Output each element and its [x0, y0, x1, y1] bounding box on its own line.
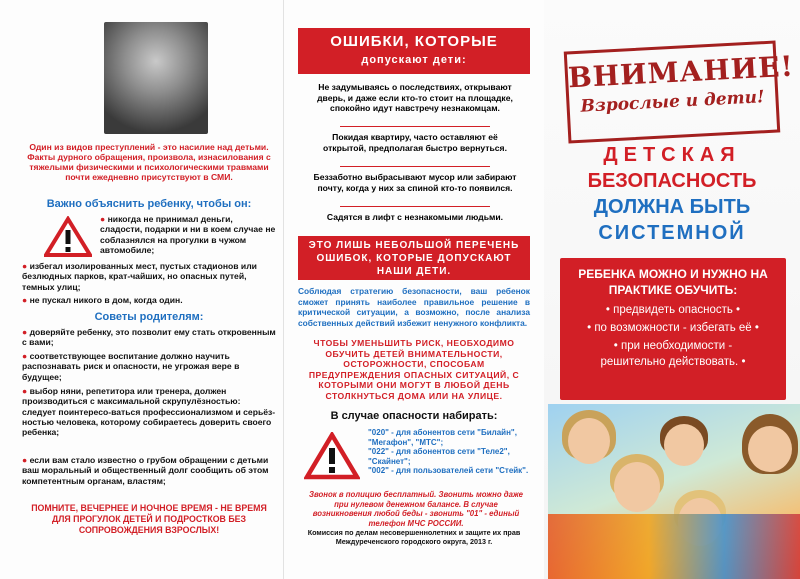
- teach-box-title: РЕБЕНКА МОЖНО И НУЖНО НА ПРАКТИКЕ ОБУЧИТЬ:: [578, 267, 768, 297]
- strategy-text: Соблюдая стратегию безопасности, ваш ребенок сможет принять наиболее правильное решение в критической ситуации, а возможно, после анализа собственных действий избежит ненужного конфликта.: [298, 286, 530, 328]
- dial-heading: В случае опасности набирать:: [330, 410, 498, 422]
- stamp-subtitle: Взрослые и дети!: [580, 87, 765, 117]
- attention-stamp: [564, 41, 795, 144]
- dial-numbers: [368, 428, 532, 476]
- dial-item: "020" - для абонентов сети "Билайн", "Мегафон", "МТС";: [368, 428, 517, 447]
- headline-line: ДЕТСКАЯ: [603, 144, 741, 166]
- list-item: ● избегал изолированных мест, пустых стадионов или безлюдных парков, крат-чайших, но опасных путей, темных улиц;: [22, 261, 257, 292]
- teach-item: • при необходимости - решительно действовать. •: [600, 340, 746, 368]
- fold-line: [283, 0, 284, 579]
- error-item: Садятся в лифт с незнакомыми людьми.: [326, 212, 504, 222]
- call-note: Звонок в полицию бесплатный. Звонить можно даже при нулевом денежном балансе. В случае возникновения любой беды - звонить "01" - единый телефон МЧС РОССИИ.: [308, 490, 524, 528]
- footer-warning: ПОМНИТЕ, ВЕЧЕРНЕЕ И НОЧНОЕ ВРЕМЯ - НЕ ВРЕМЯ ДЛЯ ПРОГУЛОК ДЕТЕЙ И ПОДРОСТКОВ БЕЗ СОПРОВОЖДЕНИЯ ВЗРОСЛЫХ!: [31, 503, 267, 535]
- intro-text: Один из видов преступлений - это насилие над детьми. Факты дурного обращения, произвола, изнасилования с тяжелыми физическими и психологическими травмами почти ежедневно присутствуют в СМИ.: [27, 142, 271, 182]
- error-item: Покидая квартиру, часто оставляют её открытой, предполагая быстро вернуться.: [323, 132, 507, 153]
- commission-credit: Комиссия по делам несовершеннолетних и защите их прав Междуреченского городского округа, 2013 г.: [307, 528, 521, 546]
- heading-explain: Важно объяснить ребенку, чтобы он:: [46, 198, 252, 210]
- errors-header: [298, 28, 530, 74]
- divider: [340, 206, 490, 207]
- error-item: Беззаботно выбрасывают мусор или забирают почту, когда у них за спиной кто-то появился.: [313, 172, 517, 193]
- errors-header-line2: допускают дети:: [361, 54, 467, 66]
- dial-item: "022" - для абонентов сети "Теле2", "Скайнет";: [368, 447, 510, 466]
- risk-text: ЧТОБЫ УМЕНЬШИТЬ РИСК, НЕОБХОДИМО ОБУЧИТЬ ДЕТЕЙ ВНИМАТЕЛЬНОСТИ, ОСТОРОЖНОСТИ, СПОСОБАМ ПРЕДУПРЕЖДЕНИЯ ОПАСНЫХ СИТУАЦИЙ, С КОТОРЫМИ ОНИ МОГУТ В ЛЮБОЙ ДЕНЬ СТОЛКНУТЬСЯ ДОМА ИЛИ НА УЛИЦЕ.: [308, 338, 520, 401]
- errors-header-line1: ОШИБКИ, КОТОРЫЕ: [330, 33, 498, 50]
- error-item: Не задумываясь о последствиях, открывают дверь, и даже если кто-то стоит на площадке, спокойно идут навстречу незнакомцам.: [317, 82, 513, 113]
- headline-line: БЕЗОПАСНОСТЬ: [587, 170, 757, 192]
- warning-icon: [44, 216, 92, 258]
- teach-item: • предвидеть опасность •: [605, 304, 741, 316]
- warning-icon: [304, 432, 360, 480]
- teach-item: • по возможности - избегать её •: [587, 322, 759, 334]
- list-item: ● доверяйте ребенку, это позволит ему стать откровенным с вами;: [22, 327, 276, 348]
- headline-line: ДОЛЖНА БЫТЬ: [593, 196, 751, 218]
- divider: [340, 126, 490, 127]
- teach-box: [560, 258, 786, 400]
- list-item: ● не пускал никого в дом, когда один.: [22, 295, 183, 305]
- list-item: ● если вам стало известно о грубом обращении с детьми ваш моральный и общественный долг сообщить об этом компетентным органам, властям;: [22, 455, 269, 486]
- children-photo: [548, 404, 800, 579]
- child-photo: [104, 22, 208, 134]
- stamp-title: ВНИМАНИЕ!: [567, 49, 795, 95]
- heading-advice: Советы родителям:: [94, 311, 204, 323]
- headline-line: СИСТЕМНОЙ: [598, 222, 746, 244]
- dial-item: "002" - для пользователей сети "Стейк".: [368, 466, 529, 475]
- list-item: ● никогда не принимал деньги, сладости, подарки и ни в коем случае не соблазнялся на прогулки в чужом автомобиле;: [100, 214, 276, 255]
- divider: [340, 166, 490, 167]
- list-item: ● соответствующее воспитание должно научить распознавать риск и опасности, не угрожая вере в будущее;: [22, 351, 240, 382]
- list-item: ● выбор няни, репетитора или тренера, должен производиться с максимальной скрупулёзностью: следует поинтересо-ваться профессионализмом и серьёз-ностью человека, которому собираетесь доверить своего ребенка;: [22, 386, 276, 438]
- errors-banner: ЭТО ЛИШЬ НЕБОЛЬШОЙ ПЕРЕЧЕНЬ ОШИБОК, КОТОРЫЕ ДОПУСКАЮТ НАШИ ДЕТИ.: [298, 236, 530, 280]
